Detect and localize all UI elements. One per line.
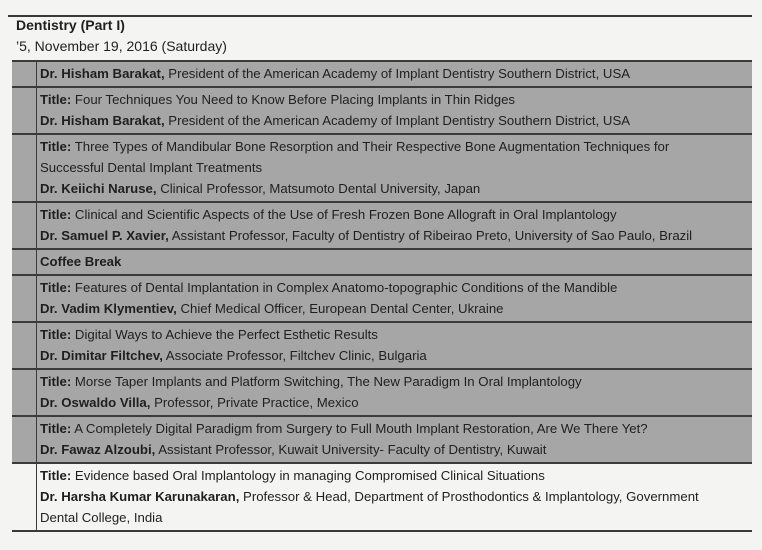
time-cell (12, 250, 37, 274)
schedule-table (12, 60, 752, 532)
session-cell (37, 135, 752, 201)
schedule-row (12, 60, 752, 86)
session-title: Dentistry (Part I) (16, 17, 125, 33)
bold-label: Dr. Vadim Klymentiev, (40, 301, 177, 316)
line-text: Associate Professor, Filtchev Clinic, Bulgaria (162, 348, 427, 363)
line-text: Dental College, India (40, 510, 163, 525)
bold-label: Dr. Samuel P. Xavier, (40, 228, 169, 243)
line-text: Assistant Professor, Faculty of Dentistry of Ribeirao Preto, University of Sao Paulo, Brazil (168, 228, 693, 243)
schedule-row (12, 368, 752, 415)
session-line (40, 439, 750, 460)
line-text: Successful Dental Implant Treatments (40, 160, 263, 175)
line-text: Assistant Professor, Kuwait University- Faculty of Dentistry, Kuwait (155, 442, 547, 457)
bold-label: Title: (40, 139, 72, 154)
time-cell (12, 323, 37, 368)
session-line (40, 507, 750, 528)
line-text: Professor, Private Practice, Mexico (150, 395, 359, 410)
time-cell (12, 464, 37, 530)
session-line (40, 251, 750, 272)
session-line (40, 392, 750, 413)
line-text: Four Techniques You Need to Know Before Placing Implants in Thin Ridges (71, 92, 516, 107)
line-text: Evidence based Oral Implantology in managing Compromised Clinical Situations (71, 468, 545, 483)
session-line (40, 418, 750, 439)
session-cell (37, 464, 752, 530)
bold-label: Title: (40, 421, 72, 436)
line-text: Professor & Head, Department of Prosthodontics & Implantology, Government (239, 489, 699, 504)
bold-label: Title: (40, 327, 72, 342)
schedule-row (12, 201, 752, 248)
bold-label: Dr. Hisham Barakat, (40, 66, 165, 81)
schedule-row (12, 133, 752, 201)
session-cell (37, 276, 752, 321)
bold-label: Dr. Fawaz Alzoubi, (40, 442, 156, 457)
session-cell (37, 62, 752, 86)
session-cell (37, 203, 752, 248)
line-text: Morse Taper Implants and Platform Switching, The New Paradigm In Oral Implantology (71, 374, 582, 389)
session-line (40, 63, 750, 84)
session-line (40, 486, 750, 507)
session-line (40, 136, 750, 157)
line-text: A Completely Digital Paradigm from Surgery to Full Mouth Implant Restoration, Are We There Yet? (71, 421, 648, 436)
schedule-row (12, 462, 752, 532)
session-date: ’5, November 19, 2016 (Saturday) (16, 38, 227, 54)
session-cell (37, 250, 752, 274)
time-cell (12, 135, 37, 201)
time-cell (12, 276, 37, 321)
session-line (40, 204, 750, 225)
line-text: Clinical Professor, Matsumoto Dental University, Japan (156, 181, 481, 196)
schedule-row (12, 274, 752, 321)
bold-label: Dr. Oswaldo Villa, (40, 395, 151, 410)
bold-label: Title: (40, 280, 72, 295)
line-text: President of the American Academy of Implant Dentistry Southern District, USA (164, 113, 631, 128)
bold-label: Title: (40, 207, 72, 222)
time-cell (12, 370, 37, 415)
session-cell (37, 323, 752, 368)
bold-label: Title: (40, 468, 72, 483)
line-text: Chief Medical Officer, European Dental Center, Ukraine (176, 301, 504, 316)
time-cell (12, 62, 37, 86)
bold-label: Dr. Harsha Kumar Karunakaran, (40, 489, 240, 504)
session-line (40, 110, 750, 131)
session-line (40, 277, 750, 298)
time-cell (12, 417, 37, 462)
line-text: President of the American Academy of Implant Dentistry Southern District, USA (164, 66, 631, 81)
session-line (40, 465, 750, 486)
time-cell (12, 88, 37, 133)
bold-label: Coffee Break (40, 254, 122, 269)
time-cell (12, 203, 37, 248)
schedule-row (12, 321, 752, 368)
line-text: Clinical and Scientific Aspects of the Use of Fresh Frozen Bone Allograft in Oral Implantology (71, 207, 617, 222)
bold-label: Title: (40, 374, 72, 389)
bold-label: Dr. Hisham Barakat, (40, 113, 165, 128)
schedule-row (12, 86, 752, 133)
session-line (40, 345, 750, 366)
schedule-row (12, 248, 752, 274)
line-text: Three Types of Mandibular Bone Resorption and Their Respective Bone Augmentation Techniques for (71, 139, 670, 154)
session-cell (37, 88, 752, 133)
line-text: Digital Ways to Achieve the Perfect Esthetic Results (71, 327, 378, 342)
session-line (40, 225, 750, 246)
session-line (40, 89, 750, 110)
bold-label: Title: (40, 92, 72, 107)
session-cell (37, 370, 752, 415)
schedule-row (12, 415, 752, 462)
session-line (40, 324, 750, 345)
bold-label: Dr. Keiichi Naruse, (40, 181, 157, 196)
session-line (40, 298, 750, 319)
session-line (40, 178, 750, 199)
bold-label: Dr. Dimitar Filtchev, (40, 348, 163, 363)
session-line (40, 157, 750, 178)
line-text: Features of Dental Implantation in Complex Anatomo-topographic Conditions of the Mandible (71, 280, 618, 295)
session-cell (37, 417, 752, 462)
session-line (40, 371, 750, 392)
